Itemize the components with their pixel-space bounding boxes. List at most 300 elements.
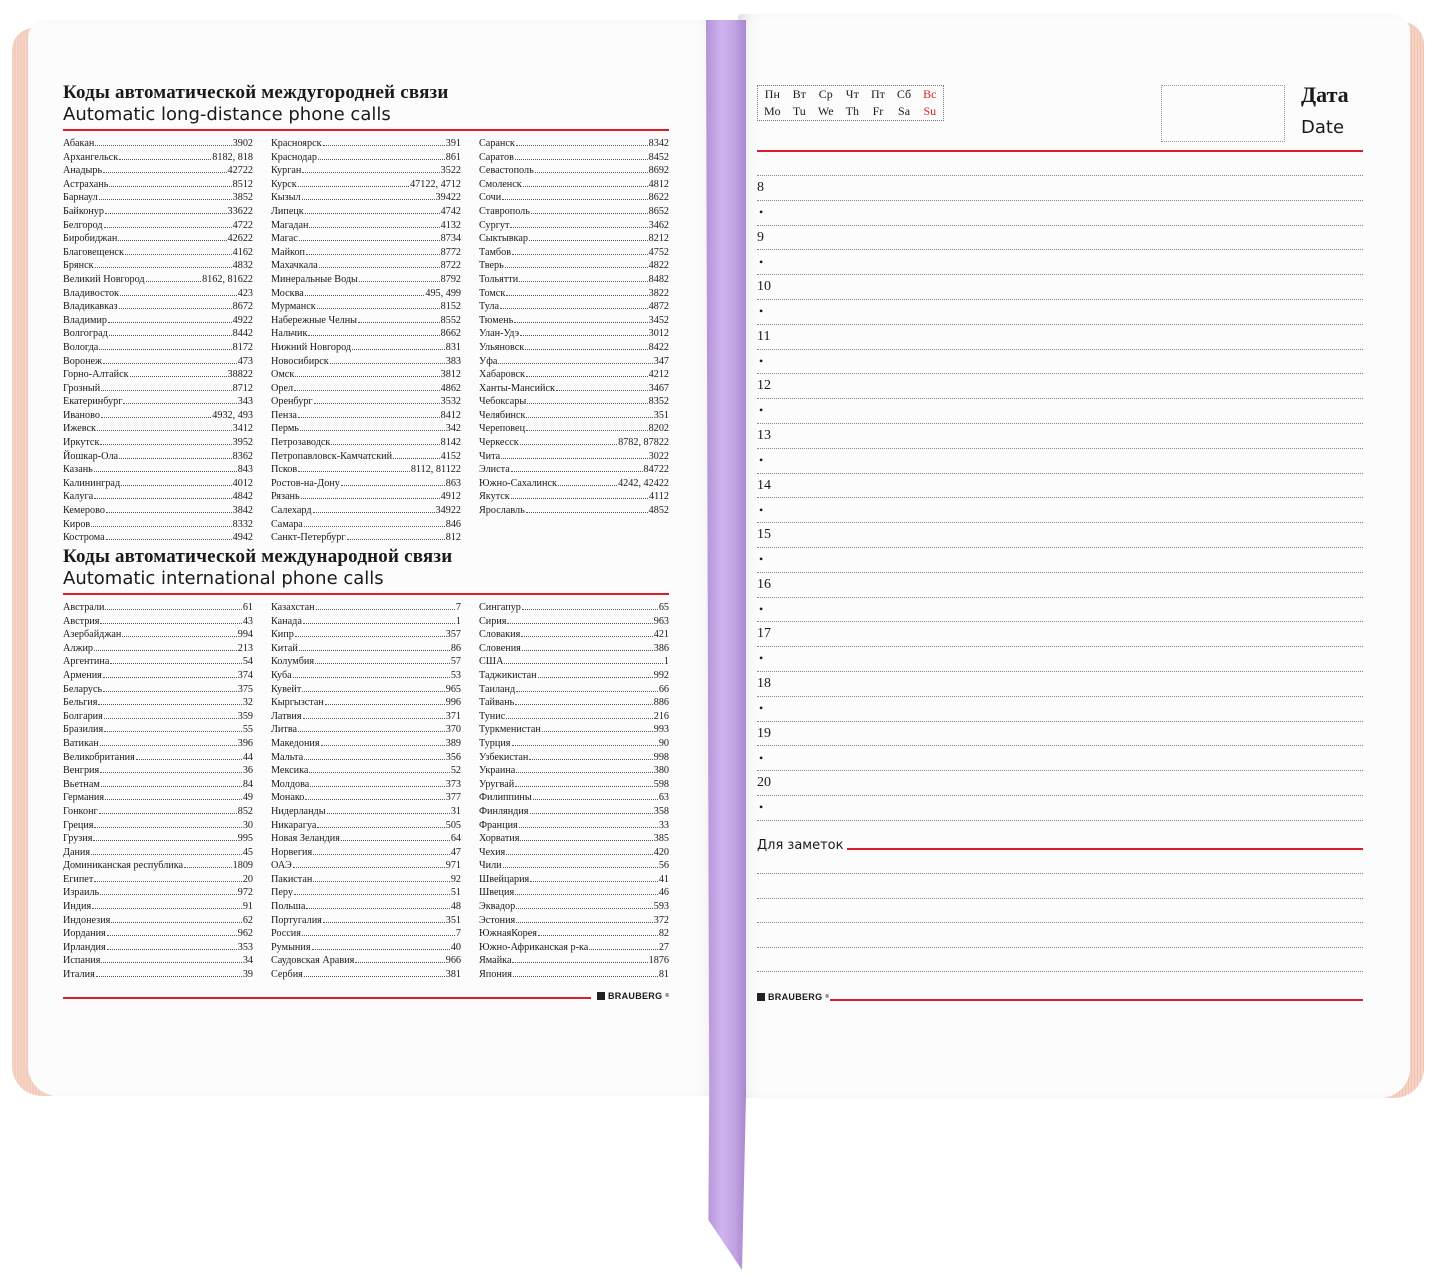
dot-leader (526, 430, 648, 431)
code-value: 52 (450, 765, 461, 777)
notes-area[interactable] (757, 849, 1363, 979)
code-value: 8152 (440, 301, 461, 313)
dot-leader (121, 485, 231, 486)
ruled-line (757, 522, 1363, 523)
code-value: 36 (242, 765, 253, 777)
code-name: Тунис (479, 710, 506, 722)
dot-leader (310, 786, 444, 787)
dot-leader (352, 349, 445, 350)
code-name: Мурманск (271, 301, 316, 313)
dot-leader (510, 227, 647, 228)
code-entry (63, 601, 253, 615)
dot-leader (300, 430, 445, 431)
dot-leader (119, 159, 211, 160)
dot-leader (105, 213, 227, 214)
dot-leader (330, 363, 445, 364)
code-entry (271, 477, 461, 491)
weekday-en[interactable]: Sa (898, 104, 911, 118)
code-name: Горно-Алтайск (63, 369, 129, 381)
code-name: Таджикистан (479, 669, 537, 681)
code-entry (63, 327, 253, 341)
code-name: Ижевск (63, 423, 97, 435)
code-entry (271, 615, 461, 629)
code-value: 3532 (440, 396, 461, 408)
dot-leader (323, 145, 445, 146)
code-entry (63, 846, 253, 860)
code-name: Бразилия (63, 724, 104, 736)
code-name: Нальчик (271, 328, 308, 340)
dot-leader (520, 840, 652, 841)
code-entry (479, 683, 669, 697)
code-name: Курган (271, 165, 302, 177)
code-value: 43 (242, 615, 253, 627)
code-name: Салехард (271, 505, 312, 517)
weekday-ru[interactable]: Ср (818, 87, 833, 101)
dot-leader (105, 609, 241, 610)
weekday-ru[interactable]: Вт (792, 87, 806, 101)
code-value: 995 (237, 833, 253, 845)
code-name: Тверь (479, 260, 504, 272)
brand-mark-icon (597, 992, 605, 1000)
code-name: Сингапур (479, 602, 521, 613)
code-name: Уругвай (479, 778, 515, 790)
code-name: Россия (271, 928, 301, 940)
code-name: Байконур (63, 205, 104, 217)
code-name: Санкт-Петербург (271, 532, 346, 544)
bullet-point: • (759, 800, 764, 815)
dot-leader (130, 376, 227, 377)
code-entry (479, 954, 669, 968)
date-field[interactable] (1161, 85, 1285, 142)
weekday-selector (757, 85, 944, 121)
weekday-en[interactable]: Fr (872, 104, 884, 118)
ruled-line (757, 696, 1363, 697)
code-name: Куба (271, 669, 292, 681)
code-entry (63, 314, 253, 328)
dot-leader (295, 376, 439, 377)
code-value: 34 (242, 955, 253, 967)
section1-title-ru: Коды автоматической междугородней связи (63, 82, 449, 103)
code-value: 3822 (648, 287, 669, 299)
code-name: Ирландия (63, 941, 106, 953)
code-entry (479, 778, 669, 792)
code-entry (271, 422, 461, 436)
code-name: Великобритания (63, 751, 135, 763)
code-name: Курск (271, 178, 297, 190)
dot-leader (302, 691, 444, 692)
code-value: 4132 (440, 219, 461, 231)
bullet-point: • (759, 453, 764, 467)
ruled-line (757, 175, 1363, 176)
dot-leader (317, 308, 440, 309)
code-name: Грузия (63, 833, 93, 845)
code-entry (271, 710, 461, 724)
code-value: 4922 (232, 314, 253, 326)
ruled-line (757, 249, 1363, 250)
code-name: Псков (271, 464, 298, 476)
dot-leader (306, 908, 449, 909)
code-entry (271, 191, 461, 205)
code-name: Ханты-Мансийск (479, 382, 555, 394)
code-entry (63, 205, 253, 219)
brand-mark-icon (757, 993, 765, 1001)
left-brand-logo: BRAUBERG ® (597, 991, 669, 1001)
code-value: 386 (653, 642, 669, 654)
dot-leader (95, 145, 231, 146)
code-value: 963 (653, 615, 669, 627)
dot-leader (122, 636, 236, 637)
code-value: 3462 (648, 219, 669, 231)
code-name: Украина (479, 765, 516, 777)
dot-leader (516, 691, 658, 692)
code-entry (271, 819, 461, 833)
code-entry (479, 355, 669, 369)
code-entry (63, 778, 253, 792)
dot-leader (101, 786, 242, 787)
code-value: 994 (237, 629, 253, 641)
code-entry (479, 504, 669, 518)
dot-leader (503, 867, 658, 868)
code-value: 8792 (440, 273, 461, 285)
code-value: 996 (445, 697, 461, 709)
dot-leader (93, 840, 236, 841)
code-entry (63, 300, 253, 314)
code-name: Вологда (63, 341, 99, 353)
section2-column-2 (271, 601, 461, 982)
code-entry (63, 628, 253, 642)
code-entry (63, 409, 253, 423)
code-value: 343 (237, 396, 253, 408)
code-value: 8734 (440, 233, 461, 245)
code-entry (271, 341, 461, 355)
code-name: Чебоксары (479, 396, 527, 408)
dot-leader (125, 254, 232, 255)
dot-leader (514, 322, 647, 323)
code-value: 66 (658, 683, 669, 695)
dot-leader (95, 267, 232, 268)
code-value: 4912 (440, 491, 461, 503)
code-name: Ставрополь (479, 205, 530, 217)
dot-leader (100, 745, 237, 746)
code-value: 861 (445, 151, 461, 163)
code-entry (479, 259, 669, 273)
dot-leader (100, 894, 237, 895)
date-label-en: Date (1301, 117, 1345, 138)
section1-divider (63, 129, 669, 131)
code-value: 8352 (648, 396, 669, 408)
code-value: 44 (242, 751, 253, 763)
dot-leader (91, 854, 242, 855)
dot-leader (516, 922, 652, 923)
code-name: Благовещенск (63, 246, 124, 258)
code-name: Волгоград (63, 328, 108, 340)
code-value: 972 (237, 887, 253, 899)
dot-leader (104, 731, 242, 732)
code-value: 4852 (648, 505, 669, 517)
weekday-en[interactable]: Tu (792, 104, 806, 118)
ruled-line (757, 795, 1363, 796)
code-value: 8772 (440, 246, 461, 258)
ruled-line (757, 547, 1363, 548)
left-brand-text: BRAUBERG (608, 991, 663, 1001)
code-name: Словения (479, 642, 521, 654)
hour-label: 13 (757, 428, 771, 443)
code-entry (271, 778, 461, 792)
code-value: 4832 (232, 260, 253, 272)
weekday-en[interactable]: We (817, 104, 834, 118)
weekday-ru[interactable]: Пн (764, 87, 780, 101)
code-value: 8422 (648, 341, 669, 353)
code-name: Перу (271, 887, 293, 899)
weekday-ru[interactable]: Вс (923, 87, 937, 101)
dot-leader (123, 403, 236, 404)
code-name: Тюмень (479, 314, 514, 326)
code-value: 3902 (232, 138, 253, 149)
code-value: 4722 (232, 219, 253, 231)
code-entry (271, 601, 461, 615)
code-value: 966 (445, 955, 461, 967)
ruled-line (757, 200, 1363, 201)
dot-leader (522, 650, 653, 651)
ruled-line (757, 423, 1363, 424)
code-entry (479, 805, 669, 819)
code-name: Сыктывкар (479, 233, 528, 245)
code-entry (271, 518, 461, 532)
code-name: Петрозаводск (271, 437, 331, 449)
dot-leader (110, 663, 241, 664)
code-entry (479, 832, 669, 846)
code-value: 56 (658, 860, 669, 872)
dot-leader (303, 718, 445, 719)
dot-leader (106, 539, 232, 540)
dot-leader (104, 718, 237, 719)
code-entry (271, 832, 461, 846)
code-entry (63, 273, 253, 287)
bullet-point: • (759, 651, 764, 666)
dot-leader (299, 650, 450, 651)
bullet-point: • (759, 205, 764, 219)
code-value: 4212 (648, 369, 669, 381)
code-name: Италия (63, 969, 95, 981)
code-entry (63, 737, 253, 751)
dot-leader (294, 894, 450, 895)
weekday-ru[interactable]: Чт (845, 87, 859, 101)
code-entry (271, 954, 461, 968)
code-entry (63, 669, 253, 683)
dot-leader (99, 813, 237, 814)
code-name: Великий Новгород (63, 273, 145, 285)
code-entry (63, 791, 253, 805)
dot-leader (104, 227, 232, 228)
dot-leader (331, 444, 439, 445)
dot-leader (184, 867, 232, 868)
bullet-point: • (759, 254, 764, 269)
code-value: 32 (242, 697, 253, 709)
code-entry (479, 968, 669, 982)
code-name: Франция (479, 819, 518, 831)
code-value: 357 (445, 629, 461, 641)
code-name: Филиппины (479, 792, 532, 804)
ruled-line (757, 770, 1363, 771)
code-entry (271, 764, 461, 778)
code-name: Тайвань (479, 697, 515, 709)
code-entry (271, 232, 461, 246)
code-name: Архангельск (63, 151, 119, 163)
dot-leader (511, 498, 648, 499)
code-name: Греция (63, 819, 94, 831)
code-name: Хабаровск (479, 369, 525, 381)
code-name: Краснодар (271, 151, 317, 163)
dot-leader (100, 444, 231, 445)
code-entry (271, 327, 461, 341)
dot-leader (355, 962, 444, 963)
code-value: 4932, 493 (212, 409, 253, 421)
code-name: Япония (479, 969, 512, 981)
code-name: Швейцария (479, 873, 530, 885)
code-entry (271, 642, 461, 656)
weekday-en[interactable]: Th (845, 104, 859, 118)
dot-leader (531, 213, 648, 214)
dot-leader (502, 199, 647, 200)
code-name: Венгрия (63, 765, 100, 777)
code-name: Кемерово (63, 505, 105, 517)
code-value: 356 (445, 751, 461, 763)
code-value: 396 (237, 737, 253, 749)
code-value: 4942 (232, 532, 253, 544)
section2-title-en: Automatic international phone calls (63, 568, 384, 589)
code-entry (63, 886, 253, 900)
code-name: Хорватия (479, 833, 520, 845)
code-value: 48 (450, 901, 461, 913)
weekday-en[interactable]: Mo (764, 104, 781, 118)
code-value: 8662 (440, 328, 461, 340)
code-entry (271, 900, 461, 914)
ruled-line (757, 373, 1363, 374)
dot-leader (312, 949, 450, 950)
ruled-line (757, 324, 1363, 325)
code-name: Португалия (271, 914, 322, 926)
dot-leader (146, 281, 201, 282)
code-name: Индонезия (63, 914, 111, 926)
code-name: Челябинск (479, 409, 526, 421)
code-entry (479, 601, 669, 615)
code-name: Брянск (63, 260, 94, 272)
code-value: 34922 (435, 505, 461, 517)
code-entry (271, 941, 461, 955)
bullet-point: • (759, 552, 764, 567)
bullet-point: • (759, 304, 764, 319)
code-entry (479, 300, 669, 314)
code-value: 61 (242, 602, 253, 613)
notes-line (757, 898, 1363, 899)
code-value: 42622 (227, 233, 253, 245)
code-name: Пакистан (271, 873, 313, 885)
dot-leader (298, 731, 445, 732)
code-entry (271, 791, 461, 805)
dot-leader (325, 704, 445, 705)
code-entry (271, 164, 461, 178)
weekday-ru[interactable]: Сб (896, 87, 912, 101)
dot-leader (506, 718, 652, 719)
notes-line (757, 971, 1363, 972)
bookmark-ribbon[interactable] (706, 20, 746, 1270)
right-brand-text: BRAUBERG (768, 992, 823, 1002)
code-name: Магас (271, 233, 298, 245)
hour-label: 11 (757, 328, 771, 344)
code-name: Саранск (479, 138, 515, 149)
dot-leader (513, 976, 658, 977)
dot-leader (304, 976, 445, 977)
code-value: 383 (445, 355, 461, 367)
code-value: 8362 (232, 450, 253, 462)
code-entry (63, 232, 253, 246)
code-name: Магадан (271, 219, 309, 231)
code-entry (271, 669, 461, 683)
code-entry (479, 819, 669, 833)
left-footer-line (63, 997, 591, 999)
ruled-line (757, 646, 1363, 647)
code-name: Швеция (479, 887, 515, 899)
code-value: 347 (653, 355, 669, 367)
section1-column-3 (479, 137, 669, 518)
code-entry (63, 655, 253, 669)
ruled-line (757, 497, 1363, 498)
ruled-line (757, 299, 1363, 300)
section2-title-ru: Коды автоматической международной связи (63, 546, 453, 567)
code-entry (271, 859, 461, 873)
code-entry (63, 287, 253, 301)
dot-leader (347, 539, 445, 540)
weekday-en[interactable]: Su (923, 104, 937, 118)
dot-leader (301, 498, 440, 499)
code-name: Нидерланды (271, 805, 326, 817)
ruled-line (757, 225, 1363, 226)
code-name: Литва (271, 724, 298, 736)
code-entry (479, 696, 669, 710)
dot-leader (511, 471, 643, 472)
code-name: ЮжнаяКорея (479, 928, 537, 940)
code-value: 216 (653, 710, 669, 722)
code-name: Чита (479, 450, 501, 462)
code-value: 381 (445, 969, 461, 981)
code-value: 3852 (232, 192, 253, 204)
code-name: Липецк (271, 205, 304, 217)
weekday-ru[interactable]: Пт (870, 87, 885, 101)
notes-line (757, 947, 1363, 948)
bullet-point: • (759, 353, 764, 368)
code-entry (479, 382, 669, 396)
code-name: Турция (479, 737, 511, 749)
code-entry (271, 696, 461, 710)
code-value: 4742 (440, 205, 461, 217)
code-value: 380 (653, 765, 669, 777)
code-entry (63, 490, 253, 504)
code-name: Томск (479, 287, 506, 299)
code-value: 7 (455, 928, 461, 940)
code-entry (479, 900, 669, 914)
code-entry (479, 137, 669, 151)
code-value: 64 (450, 833, 461, 845)
code-entry (271, 246, 461, 260)
code-value: 423 (237, 287, 253, 299)
code-name: Белгород (63, 219, 103, 231)
code-entry (479, 287, 669, 301)
code-value: 8412 (440, 409, 461, 421)
code-value: 84722 (643, 464, 669, 476)
code-entry (479, 710, 669, 724)
code-value: 351 (653, 409, 669, 421)
dot-leader (527, 403, 647, 404)
